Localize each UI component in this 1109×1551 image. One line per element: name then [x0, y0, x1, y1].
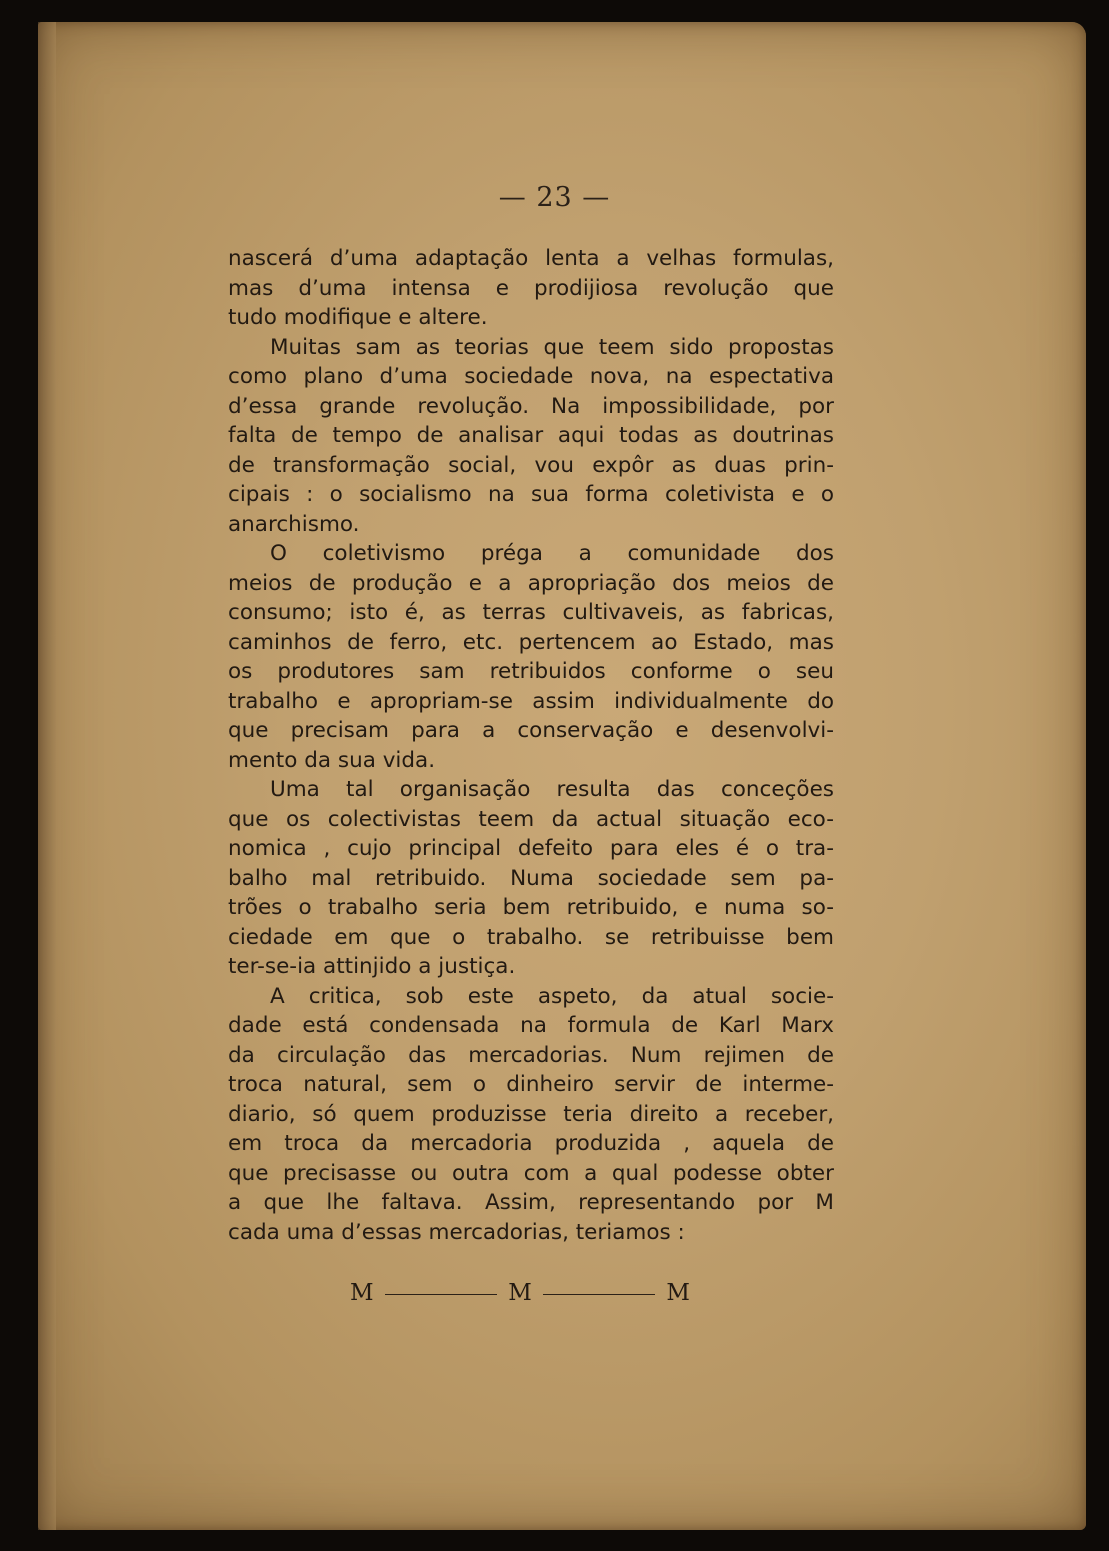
circulation-formula	[350, 1280, 690, 1306]
text-line: caminhos de ferro, etc. pertencem ao Estado, mas	[228, 629, 834, 655]
text-line: ciedade em que o trabalho. se retribuisse bem	[228, 924, 834, 950]
text-line: trões o trabalho seria bem retribuido, e numa so-	[228, 895, 834, 920]
formula-term: M	[666, 1280, 690, 1306]
text-line: ter-se-ia attinjido a justiça.	[228, 954, 516, 979]
text-line: diario, só quem produzisse teria direito a receber,	[228, 1101, 834, 1127]
text-line: dade está condensada na formula de Karl Marx	[228, 1013, 834, 1038]
text-line: cada uma d’essas mercadorias, teriamos :	[228, 1219, 685, 1245]
text-line: cipais : o socialismo na sua forma coletivista e o	[228, 482, 834, 507]
text-line: troca natural, sem o dinheiro servir de interme-	[228, 1072, 834, 1097]
text-line: meios de produção e a apropriação dos meios de	[228, 570, 834, 596]
paragraph	[228, 539, 834, 775]
text-line: Muitas sam as teorias que teem sido propostas	[270, 334, 834, 360]
text-line: a que lhe faltava. Assim, representando por M	[228, 1190, 834, 1215]
page-gutter	[38, 22, 56, 1530]
text-line: consumo; isto é, as terras cultivaveis, as fabricas,	[228, 600, 834, 625]
text-line: que os colectivistas teem da actual situação eco-	[228, 806, 834, 832]
text-line: anarchismo.	[228, 511, 360, 537]
paragraph	[228, 333, 834, 540]
text-line: tudo modifique e altere.	[228, 305, 488, 330]
text-line: que precisam para a conservação e desenvolvi-	[228, 718, 834, 743]
text-line: Uma tal organisação resulta das conceções	[270, 777, 834, 802]
paragraph	[228, 775, 834, 982]
text-line: mas d’uma intensa e prodijiosa revolução que	[228, 275, 834, 301]
text-line: O coletivismo préga a comunidade dos	[270, 541, 834, 566]
text-line: que precisasse ou outra com a qual podesse obter	[228, 1160, 834, 1186]
text-line: mento da sua vida.	[228, 747, 436, 773]
text-line: trabalho e apropriam-se assim individualmente do	[228, 688, 834, 714]
paragraph	[228, 244, 834, 333]
formula-term: M	[350, 1280, 374, 1306]
paragraph	[228, 982, 834, 1248]
formula-dash	[543, 1294, 655, 1295]
formula-term: M	[508, 1280, 532, 1306]
text-line: da circulação das mercadorias. Num rejimen de	[228, 1042, 834, 1068]
text-line: balho mal retribuido. Numa sociedade sem pa-	[228, 865, 834, 891]
body-text	[228, 244, 834, 1247]
text-line: d’essa grande revolução. Na impossibilidade, por	[228, 393, 834, 419]
text-line: os produtores sam retribuidos conforme o seu	[228, 659, 834, 684]
page-number: — 23 —	[498, 182, 611, 213]
formula-dash	[385, 1294, 497, 1295]
text-line: nascerá d’uma adaptação lenta a velhas formulas,	[228, 246, 834, 271]
text-line: falta de tempo de analisar aqui todas as doutrinas	[228, 423, 834, 448]
text-line: em troca da mercadoria produzida , aquela de	[228, 1131, 834, 1156]
text-line: nomica , cujo principal defeito para eles é o tra-	[228, 836, 834, 861]
text-line: como plano d’uma sociedade nova, na espectativa	[228, 364, 834, 389]
text-line: de transformação social, vou expôr as duas prin-	[228, 452, 834, 478]
text-line: A critica, sob este aspeto, da atual socie-	[270, 983, 834, 1009]
